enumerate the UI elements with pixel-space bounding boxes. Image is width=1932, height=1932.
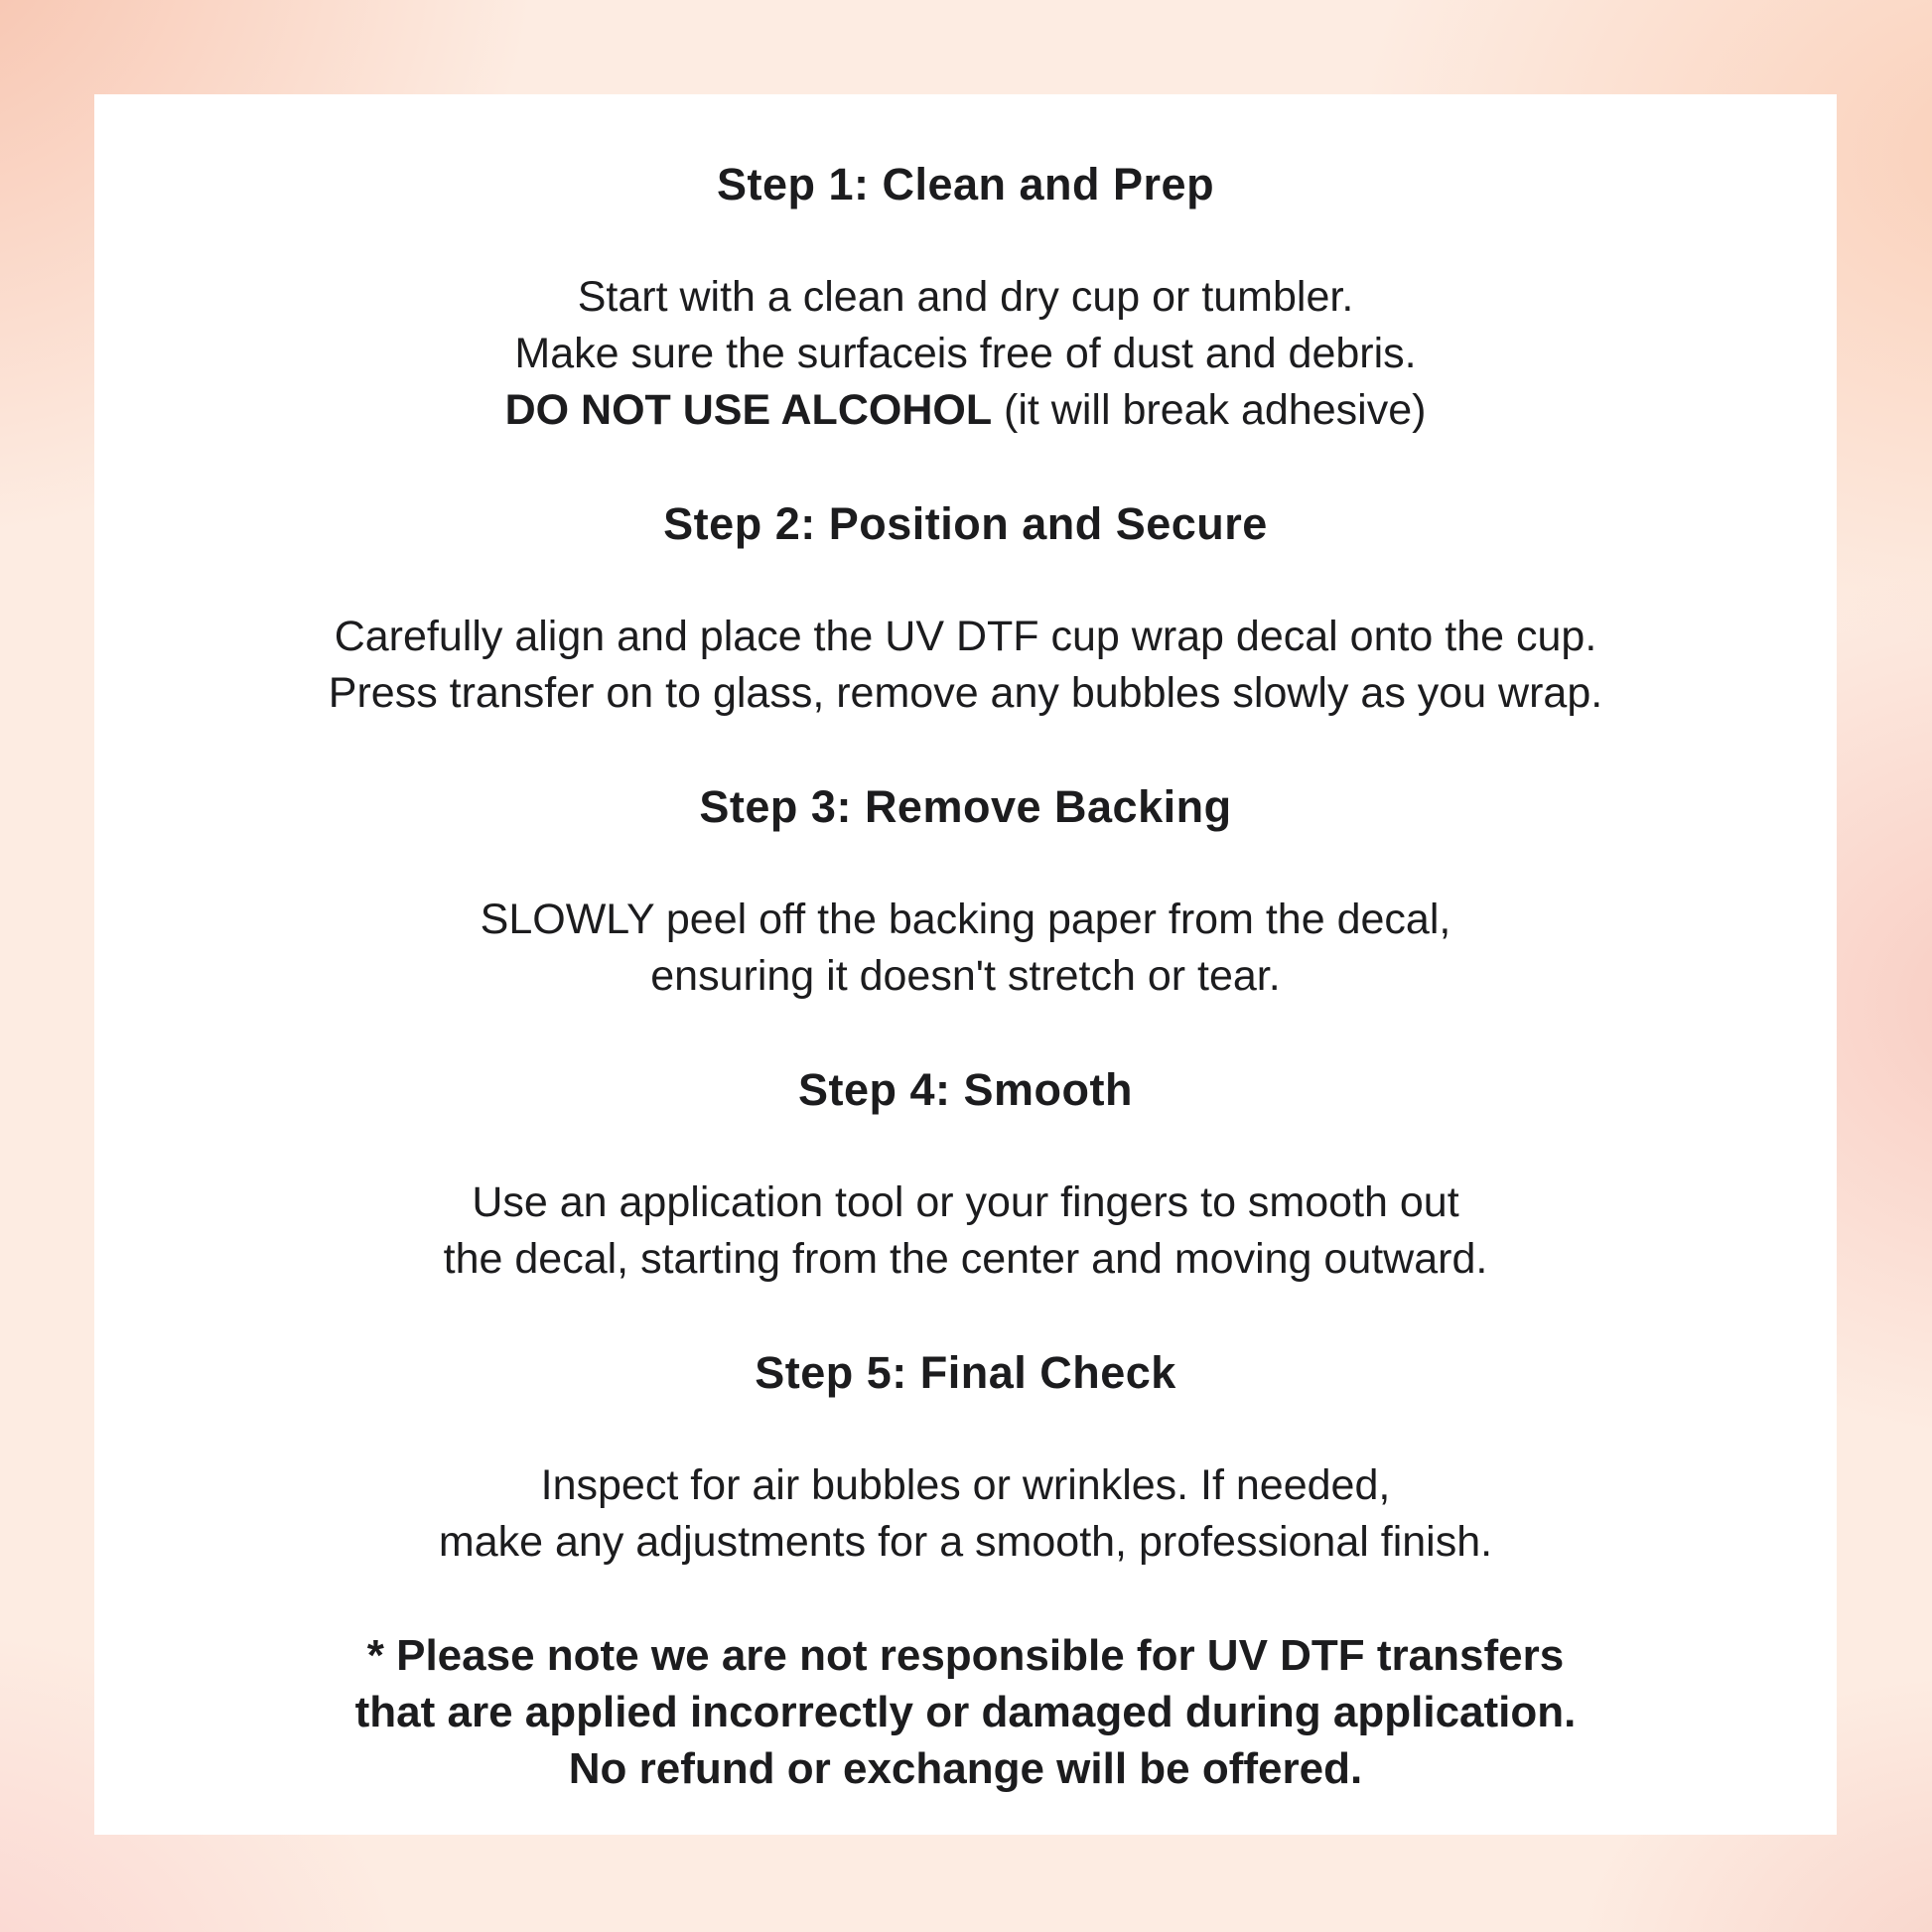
step-1-line-2: Make sure the surfaceis free of dust and debris. <box>514 330 1417 377</box>
step-5-heading: Step 5: Final Check <box>755 1347 1176 1398</box>
step-section-2 <box>139 495 1792 722</box>
alcohol-warning: DO NOT USE ALCOHOL <box>504 386 993 434</box>
step-3-heading: Step 3: Remove Backing <box>699 781 1232 832</box>
step-4-line-2: the decal, starting from the center and moving outward. <box>443 1235 1488 1283</box>
step-1-line-1: Start with a clean and dry cup or tumbler. <box>577 273 1354 321</box>
step-5-line-1: Inspect for air bubbles or wrinkles. If needed, <box>540 1461 1391 1509</box>
step-2-heading: Step 2: Position and Secure <box>663 498 1268 549</box>
disclaimer-line-1: * Please note we are not responsible for UV DTF transfers <box>366 1631 1565 1680</box>
step-4-heading: Step 4: Smooth <box>797 1064 1133 1115</box>
step-5-line-2: make any adjustments for a smooth, professional finish. <box>438 1518 1493 1566</box>
step-3-body <box>139 892 1792 1005</box>
disclaimer-line-2: that are applied incorrectly or damaged during application. <box>354 1688 1577 1736</box>
disclaimer-footnote <box>139 1627 1792 1797</box>
disclaimer-line-3: No refund or exchange will be offered. <box>568 1744 1363 1793</box>
alcohol-warning-detail: (it will break adhesive) <box>992 386 1427 434</box>
step-section-3 <box>139 778 1792 1005</box>
instruction-card <box>94 94 1837 1835</box>
step-section-4 <box>139 1061 1792 1288</box>
step-4-line-1: Use an application tool or your fingers to smooth out <box>472 1178 1459 1226</box>
step-3-line-2: ensuring it doesn't stretch or tear. <box>650 952 1281 1000</box>
step-2-body <box>139 609 1792 722</box>
step-1-body <box>139 269 1792 439</box>
step-section-5 <box>139 1344 1792 1571</box>
step-1-line-3 <box>139 382 1792 439</box>
step-5-body <box>139 1457 1792 1571</box>
step-2-line-1: Carefully align and place the UV DTF cup wrap decal onto the cup. <box>334 613 1597 660</box>
step-3-line-1: SLOWLY peel off the backing paper from the decal, <box>480 896 1451 943</box>
step-4-body <box>139 1174 1792 1288</box>
step-section-1 <box>139 156 1792 439</box>
step-1-heading: Step 1: Clean and Prep <box>716 159 1215 209</box>
step-2-line-2: Press transfer on to glass, remove any bubbles slowly as you wrap. <box>328 669 1603 717</box>
